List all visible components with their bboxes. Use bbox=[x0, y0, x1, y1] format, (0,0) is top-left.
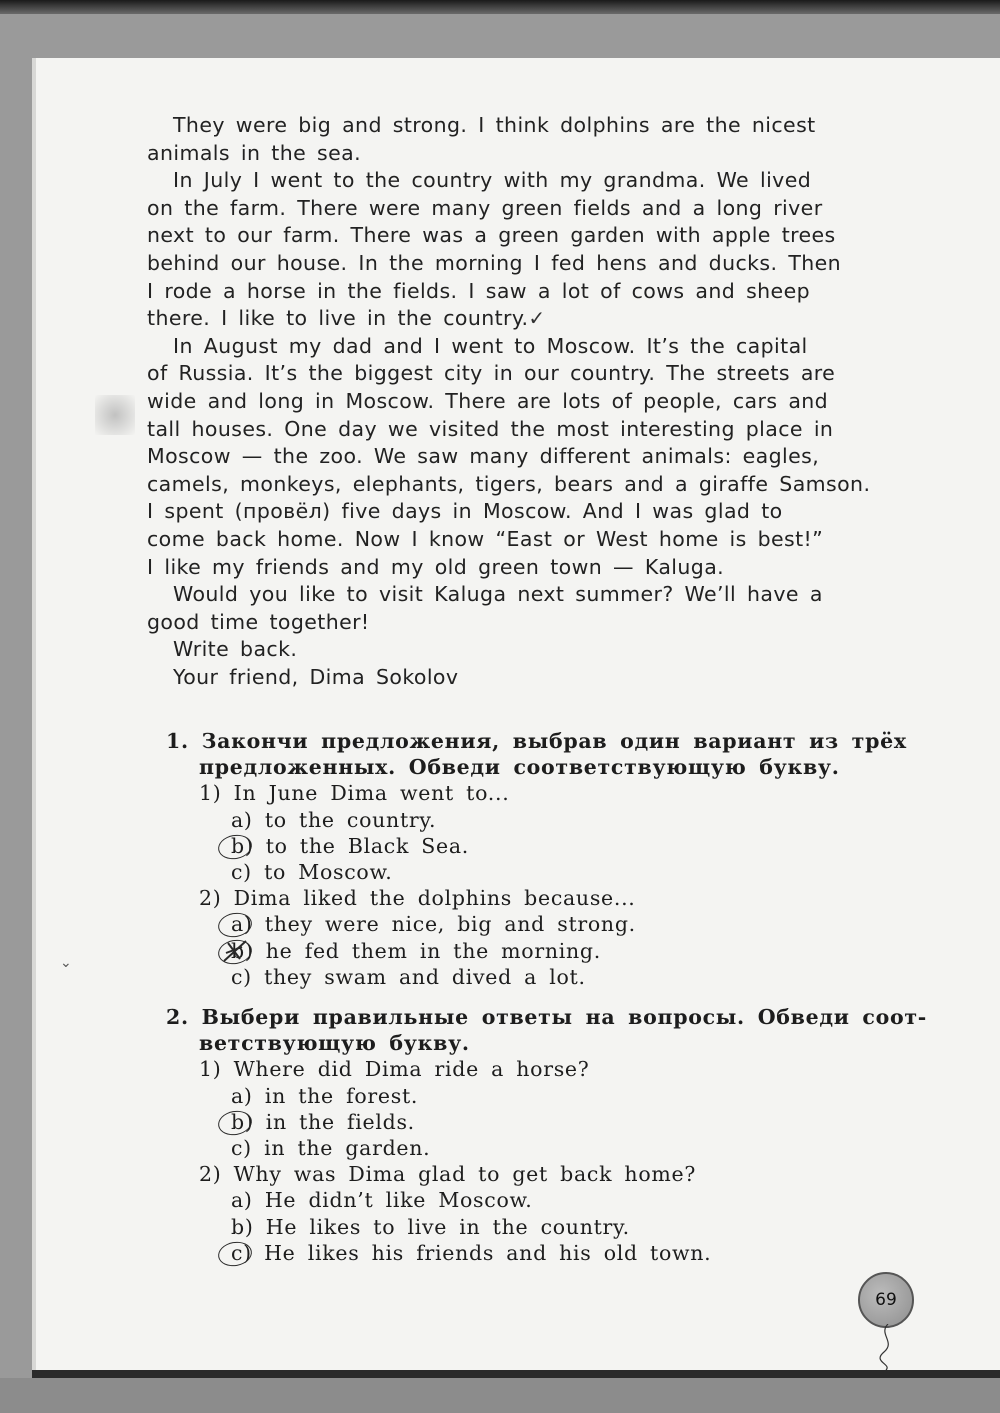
letter-line-text: wide and long in Moscow. There are lots of people, cars and bbox=[147, 388, 829, 413]
letter-line-text: They were big and strong. I think dolphins are the nicest bbox=[173, 113, 816, 137]
answer-option-text: c) in the garden. bbox=[231, 1136, 431, 1161]
answer-option[interactable] bbox=[166, 1187, 906, 1213]
letter-line-text: there. I like to live in the country. bbox=[147, 306, 529, 331]
answer-option-text: a) in the forest. bbox=[231, 1083, 419, 1108]
scan-bottom-shadow bbox=[0, 1378, 1000, 1413]
question: 1) In June Dima went to... bbox=[199, 781, 510, 806]
answer-option[interactable] bbox=[166, 911, 906, 937]
task-instruction bbox=[166, 1004, 927, 1030]
pencil-tick-mark: ⌄ bbox=[60, 955, 72, 971]
letter-line-text: I spent (провёл) five days in Moscow. And I was glad to bbox=[147, 499, 783, 524]
letter-line-text: I rode a horse in the fields. I saw a lot of cows and sheep bbox=[147, 278, 810, 303]
letter-line-text: camels, monkeys, elephants, tigers, bears and a giraffe Samson. bbox=[147, 471, 871, 496]
letter-line-text: Would you like to visit Kaluga next summer? We’ll have a bbox=[173, 582, 823, 607]
letter-line bbox=[147, 416, 882, 444]
answer-option[interactable] bbox=[166, 964, 906, 990]
letter-line bbox=[147, 195, 882, 223]
task-instruction-line1: Выбери правильные ответы на вопросы. Обведи соот- bbox=[201, 1005, 927, 1030]
page-number: 69 bbox=[875, 1290, 897, 1310]
answer-option[interactable] bbox=[166, 859, 906, 885]
answer-option-text: a) to the country. bbox=[231, 807, 437, 832]
task-number: 1. bbox=[166, 729, 189, 753]
scan-smudge bbox=[95, 395, 135, 435]
letter-line bbox=[147, 167, 882, 195]
task-instruction bbox=[166, 728, 906, 754]
answer-option[interactable] bbox=[166, 1214, 906, 1240]
letter-line bbox=[147, 609, 882, 637]
answer-option[interactable] bbox=[166, 938, 906, 964]
letter-line bbox=[147, 526, 882, 554]
letter-line-text: I like my friends and my old green town — Kaluga. bbox=[147, 554, 725, 579]
letter-line bbox=[147, 443, 882, 471]
answer-option-text: a) they were nice, big and strong. bbox=[231, 912, 636, 937]
letter-text bbox=[147, 112, 882, 691]
question: 2) Dima liked the dolphins because... bbox=[199, 886, 636, 911]
letter-line-text: next to our farm. There was a green garden with apple trees bbox=[147, 223, 836, 248]
letter-line-text: Write back. bbox=[173, 637, 298, 662]
letter-line-text: In August my dad and I went to Moscow. It’s the capital bbox=[173, 333, 808, 358]
letter-line-text: In July I went to the country with my grandma. We lived bbox=[173, 168, 812, 193]
answer-option-text: c) they swam and dived a lot. bbox=[231, 964, 586, 989]
letter-line bbox=[147, 278, 882, 306]
answer-option[interactable] bbox=[166, 807, 906, 833]
answer-option-text: b) He likes to live in the country. bbox=[231, 1214, 630, 1239]
letter-line bbox=[147, 222, 882, 250]
letter-line bbox=[147, 471, 882, 499]
check-mark-icon: ✓ bbox=[528, 306, 546, 331]
page-number-balloon bbox=[858, 1272, 914, 1328]
letter-line bbox=[147, 581, 882, 609]
answer-option[interactable] bbox=[166, 1109, 906, 1135]
question: 2) Why was Dima glad to get back home? bbox=[199, 1162, 697, 1187]
exercise-task bbox=[166, 728, 906, 990]
letter-line-text: tall houses. One day we visited the most interesting place in bbox=[147, 416, 834, 441]
answer-option[interactable] bbox=[166, 833, 906, 859]
task-instruction-line2: ветствующую букву. bbox=[199, 1031, 470, 1056]
exercises-section bbox=[166, 728, 927, 1266]
exercise-task bbox=[166, 1004, 927, 1266]
letter-line bbox=[147, 360, 882, 388]
letter-line bbox=[147, 112, 882, 140]
question: 1) Where did Dima ride a horse? bbox=[199, 1057, 590, 1082]
letter-line-text: behind our house. In the morning I fed hens and ducks. Then bbox=[147, 250, 842, 275]
letter-line-text: Moscow — the zoo. We saw many different animals: eagles, bbox=[147, 444, 820, 469]
letter-line bbox=[147, 333, 882, 361]
scan-top-edge bbox=[0, 0, 1000, 14]
task-number: 2. bbox=[166, 1005, 189, 1030]
letter-line bbox=[147, 636, 882, 664]
letter-line bbox=[147, 554, 882, 582]
answer-option-text: a) He didn’t like Moscow. bbox=[231, 1188, 533, 1213]
answer-option[interactable] bbox=[166, 1240, 906, 1266]
letter-line-text: animals in the sea. bbox=[147, 140, 362, 165]
answer-option-text: c) He likes his friends and his old town. bbox=[231, 1240, 712, 1265]
letter-line bbox=[147, 305, 882, 333]
answer-option-text: c) to Moscow. bbox=[231, 860, 393, 885]
letter-line-text: of Russia. It’s the biggest city in our country. The streets are bbox=[147, 361, 836, 386]
letter-line-text: good time together! bbox=[147, 609, 370, 634]
letter-line bbox=[147, 388, 882, 416]
letter-line-text: Your friend, Dima Sokolov bbox=[173, 664, 459, 689]
answer-option[interactable] bbox=[166, 1083, 906, 1109]
letter-line bbox=[147, 664, 882, 692]
answer-option-text: b) in the fields. bbox=[231, 1109, 415, 1134]
answer-option[interactable] bbox=[166, 1135, 906, 1161]
letter-line bbox=[147, 140, 882, 168]
task-instruction-line1: Закончи предложения, выбрав один вариант из трёх bbox=[201, 729, 907, 753]
letter-line-text: come back home. Now I know “East or West home is best!” bbox=[147, 526, 824, 551]
balloon-string-icon bbox=[870, 1324, 900, 1370]
letter-line bbox=[147, 498, 882, 526]
pen-strike-mark bbox=[222, 939, 248, 963]
answer-option-text: b) to the Black Sea. bbox=[231, 833, 469, 858]
page-bottom-edge bbox=[32, 1370, 1000, 1378]
letter-line-text: on the farm. There were many green fields and a long river bbox=[147, 195, 823, 220]
task-instruction-line2: предложенных. Обведи соответствующую букву. bbox=[199, 755, 840, 780]
letter-line bbox=[147, 250, 882, 278]
answer-option-text: b) he fed them in the morning. bbox=[231, 938, 601, 963]
